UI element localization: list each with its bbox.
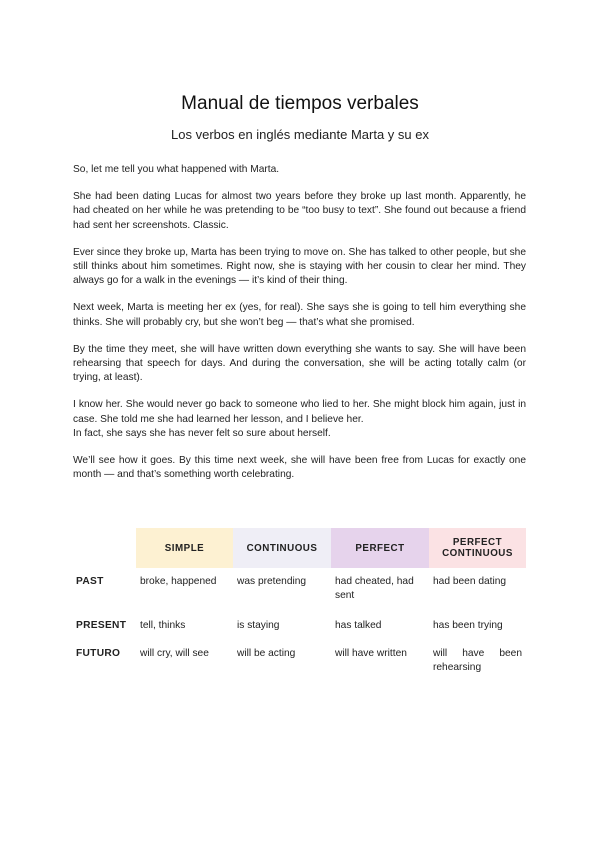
paragraph-line: Ever since they broke up, Marta has been trying to move on. She has talked to other people, but she still thinks about him sometimes. Right now, she is staying with her cousin to clear her mind. They always go for a walk in the evenings — it’s kind of their thing. xyxy=(73,246,526,287)
cell-futuro-simple: will cry, will see xyxy=(140,648,209,659)
paragraph-line: She had been dating Lucas for almost two years before they broke up last month. Apparently, he had cheated on her while he was pretending to be “too busy to text”. She found out because a friend had sent her screenshots. Classic. xyxy=(73,191,526,231)
header-perfect-continuous-line2: CONTINUOUS xyxy=(442,548,513,559)
paragraph-future-perfect xyxy=(73,343,526,386)
cell-present-perfect-continuous: has been trying xyxy=(433,620,503,631)
paragraph-line: I know her. She would never go back to someone who lied to her. She might block him again, just in case. She told me she had learned her lesson, and I believe her. xyxy=(73,399,526,425)
header-simple: SIMPLE xyxy=(136,528,233,568)
cell-past-continuous: was pretending xyxy=(237,576,307,587)
cell-futuro-perfect-continuous: will have been rehearsing xyxy=(433,648,522,673)
paragraph-line: Next week, Marta is meeting her ex (yes, for real). She says she is going to tell him everything she thinks. She will probably cry, but she won’t beg — that’s what she promised. xyxy=(73,302,526,328)
cell-past-perfect: had cheated, had sent xyxy=(335,576,414,601)
document-title: Manual de tiempos verbales xyxy=(181,93,419,114)
table-row-futuro xyxy=(73,641,526,681)
cell-past-perfect-continuous: had been dating xyxy=(433,576,507,587)
cell-futuro-continuous: will be acting xyxy=(237,648,296,659)
verb-tenses-table xyxy=(73,528,526,681)
paragraph-line: In fact, she says she has never felt so sure about herself. xyxy=(73,427,331,439)
header-perfect: PERFECT xyxy=(331,528,429,568)
cell-futuro-perfect: will have written xyxy=(335,648,407,659)
table-corner-cell xyxy=(73,528,136,568)
paragraph-line: So, let me tell you what happened with Marta. xyxy=(73,164,280,175)
header-perfect-continuous xyxy=(429,528,526,568)
cell-present-continuous: is staying xyxy=(237,620,280,631)
row-label-past: PAST xyxy=(76,576,104,587)
paragraph-modals xyxy=(73,398,526,441)
paragraph-past xyxy=(73,190,526,233)
table-header-row xyxy=(73,528,526,568)
header-continuous: CONTINUOUS xyxy=(233,528,331,568)
header-perfect-continuous-line1: PERFECT xyxy=(452,537,503,548)
table-row-present xyxy=(73,613,526,641)
cell-past-simple: broke, happened xyxy=(140,576,217,587)
document-subtitle: Los verbos en inglés mediante Marta y su ex xyxy=(171,127,429,142)
paragraph-line: By the time they meet, she will have written down everything she wants to say. She will have been rehearsing that speech for days. And during the conversation, she will be acting totally calm (or trying, at least). xyxy=(73,343,526,384)
paragraph-future-plans xyxy=(73,301,526,329)
paragraph-closing xyxy=(73,454,526,482)
row-label-futuro: FUTURO xyxy=(76,648,121,659)
paragraph-line: We’ll see how it goes. By this time next week, she will have been free from Lucas for exactly one month — and that’s something worth celebrating. xyxy=(73,455,526,481)
story-body xyxy=(73,163,526,495)
cell-present-simple: tell, thinks xyxy=(140,620,186,631)
row-label-present: PRESENT xyxy=(76,620,127,631)
paragraph-present xyxy=(73,246,526,289)
paragraph-intro xyxy=(73,163,526,177)
table-row-past xyxy=(73,568,526,613)
cell-present-perfect: has talked xyxy=(335,620,382,631)
